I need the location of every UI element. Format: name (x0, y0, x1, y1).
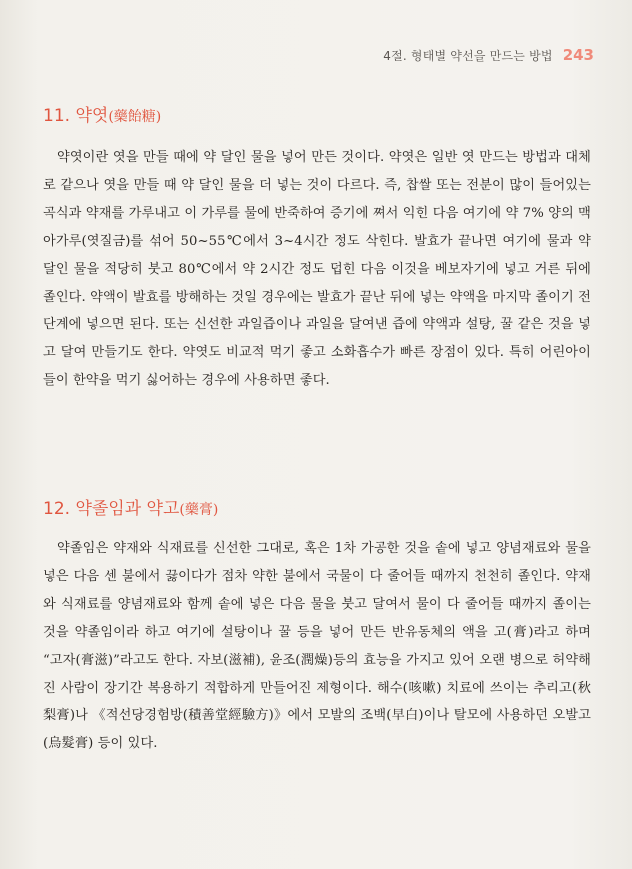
section-title-text: 약엿 (75, 106, 109, 126)
section-number: 12. (43, 499, 71, 519)
header-text: 4절. 형태별 약선을 만드는 방법 (383, 49, 553, 63)
section-title-hanja: (藥膏) (179, 502, 219, 518)
page-number: 243 (562, 46, 594, 64)
section-title-hanja: (藥飴糖) (108, 109, 162, 125)
section-heading-12 (43, 494, 218, 519)
section-body-11: 약엿이란 엿을 만들 때에 약 달인 물을 넣어 만든 것이다. 약엿은 일반 엿 만드는 방법과 대체로 같으나 엿을 만들 때 약 달인 물을 더 넣는 것이 다르다. 즉, 찹쌀 또는 전분이 많이 들어있는 곡식과 약재를 가루내고 이 가루를 물에 반죽하여 증기에 쪄서 익힌 다음 여기에 약 7% 양의 맥아가루(엿질금)를 섞어 50~55℃에서 3~4시간 정도 삭힌다. 발효가 끝나면 여기에 물과 약 달인 물을 적당히 붓고 80℃에서 약 2시간 정도 덥힌 다음 이것을 베보자기에 넣고 거른 뒤에 졸인다. 약액이 발효를 방해하는 것일 경우에는 발효가 끝난 뒤에 넣는 약액을 마지막 졸이기 전 단계에 넣으면 된다. 또는 신선한 과일즙이나 과일을 달여낸 즙에 약액과 설탕, 꿀 같은 것을 넣고 달여 만들기도 한다. 약엿도 비교적 먹기 좋고 소화흡수가 빠른 장점이 있다. 특히 어린아이들이 한약을 먹기 싫어하는 경우에 사용하면 좋다. (43, 150, 591, 389)
section-body-12: 약졸임은 약재와 식재료를 신선한 그대로, 혹은 1차 가공한 것을 솥에 넣고 양념재료와 물을 넣은 다음 센 불에서 끓이다가 점차 약한 불에서 국물이 다 줄어들 때까지 천천히 졸인다. 약재와 식재료를 양념재료와 함께 솥에 넣은 다음 물을 붓고 달여서 물이 다 줄어들 때까지 졸이는 것을 약졸임이라 하고 여기에 설탕이나 꿀 등을 넣어 만든 반유동체의 액을 고(膏)라고 하며 “고자(膏滋)”라고도 한다. 자보(滋補), 윤조(潤燥)등의 효능을 가지고 있어 오랜 병으로 허약해진 사람이 장기간 복용하기 적합하게 만들어진 제형이다. 해수(咳嗽) 치료에 쓰이는 추리고(秋梨膏)나 《적선당경험방(積善堂經驗方)》에서 모발의 조백(早白)이나 탈모에 사용하던 오발고(烏髮膏) 등이 있다. (43, 541, 591, 752)
section-number: 11. (43, 106, 71, 126)
section-heading-11 (43, 101, 161, 126)
section-title-text: 약졸임과 약고 (75, 499, 180, 519)
running-header (383, 46, 594, 64)
